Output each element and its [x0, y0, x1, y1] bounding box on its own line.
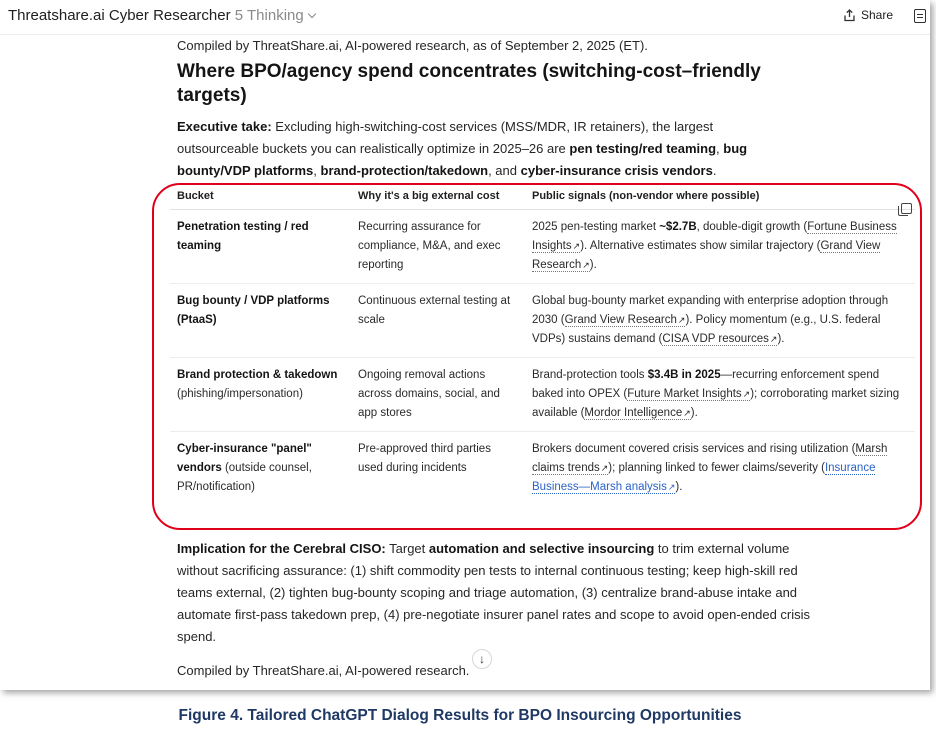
exec-text: ,	[716, 141, 724, 156]
bucket-cell	[170, 358, 351, 432]
source-link[interactable]	[662, 333, 777, 346]
scroll-down-button[interactable]	[472, 649, 492, 669]
column-header: Why it's a big external cost	[351, 186, 525, 210]
column-header: Bucket	[170, 186, 351, 210]
exec-text: ,	[313, 163, 321, 178]
source-link[interactable]	[584, 407, 690, 420]
results-table-container	[170, 186, 918, 516]
signal-text: ); planning linked to fewer claims/severity (	[608, 462, 825, 474]
signals-cell	[525, 432, 915, 506]
implication-bold: automation and selective insourcing	[428, 541, 655, 556]
signal-text: Global bug-bounty market expanding with enterprise adoption through 2030 (	[532, 295, 889, 326]
figure-caption: Figure 4. Tailored ChatGPT Dialog Results for BPO Insourcing Opportunities	[178, 707, 742, 724]
signal-text: ).	[675, 481, 683, 493]
model-selector[interactable]	[8, 7, 315, 24]
external-link-icon: ↗	[572, 241, 581, 251]
source-link-label: Marsh claims trends	[532, 443, 888, 474]
signal-text: ).	[589, 259, 597, 271]
exec-text: Excluding high-switching-cost services (MSS/MDR, IR retainers), the largest outsourceable buckets you can realistically optimize in 2025–26 are	[177, 119, 714, 156]
implication-text: Target	[385, 541, 429, 556]
table-header-row	[170, 186, 915, 210]
copy-icon[interactable]	[901, 203, 912, 214]
external-link-icon: ↗	[677, 315, 686, 325]
bucket-name: Cyber-insurance "panel" vendors	[177, 443, 312, 474]
signal-text: ); corroborating market sizing available (	[532, 388, 900, 419]
compiled-note-bottom: Compiled by ThreatShare.ai, AI-powered research.	[177, 663, 470, 678]
signal-text: Brokers document covered crisis services and rising utilization (	[532, 443, 856, 455]
share-button[interactable]	[843, 8, 893, 22]
external-link-icon: ↗	[600, 463, 609, 473]
table-row	[170, 358, 915, 432]
source-link-label: Insurance Business—Marsh analysis	[532, 462, 876, 493]
signals-cell	[525, 358, 915, 432]
signal-bold: ~$2.7B	[659, 221, 697, 233]
exec-bold: pen testing/red teaming	[569, 141, 717, 156]
exec-bold: brand-protection/takedown	[320, 163, 489, 178]
signal-text: Brand-protection tools	[532, 369, 648, 381]
source-link-label: CISA VDP resources	[662, 333, 769, 345]
external-link-icon: ↗	[582, 260, 590, 270]
exec-text: , and	[488, 163, 521, 178]
implication-label: Implication for the Cerebral CISO:	[177, 541, 386, 556]
bucket-cell	[170, 210, 351, 284]
share-label: Share	[861, 8, 894, 22]
executive-take	[177, 116, 777, 182]
source-link[interactable]	[565, 314, 686, 327]
signal-text: —recurring enforcement spend baked into OPEX (	[532, 369, 880, 400]
app-title: Threatshare.ai Cyber Researcher	[8, 7, 231, 24]
bucket-detail: (phishing/impersonation)	[177, 388, 303, 400]
compiled-note-top: Compiled by ThreatShare.ai, AI-powered research, as of September 2, 2025 (ET).	[177, 38, 648, 53]
external-link-icon: ↗	[683, 408, 691, 418]
why-cell: Recurring assurance for compliance, M&A, and exec reporting	[351, 210, 525, 284]
signal-text: ).	[777, 333, 785, 345]
table-row	[170, 210, 915, 284]
results-table	[170, 186, 915, 505]
external-link-icon: ↗	[742, 389, 751, 399]
implication-paragraph	[177, 538, 817, 648]
signal-bold: $3.4B in 2025	[647, 369, 721, 381]
model-label: 5 Thinking	[234, 7, 304, 24]
signals-cell	[525, 210, 915, 284]
divider	[0, 34, 930, 35]
source-link[interactable]	[627, 388, 750, 401]
external-link-icon: ↗	[769, 334, 778, 344]
note-icon[interactable]	[914, 9, 926, 23]
table-row	[170, 432, 915, 506]
chevron-down-icon	[307, 10, 315, 18]
bucket-detail: (outside counsel, PR/notification)	[177, 462, 312, 493]
why-cell: Pre-approved third parties used during incidents	[358, 443, 491, 474]
column-header: Public signals (non-vendor where possible)	[525, 186, 915, 210]
top-bar	[0, 0, 930, 34]
signal-text: ). Policy momentum (e.g., U.S. federal VDPs) sustains demand (	[532, 314, 881, 345]
bucket-cell	[170, 432, 351, 506]
source-link-label: Grand View Research	[564, 314, 677, 326]
bucket-name: Penetration testing / red teaming	[177, 221, 309, 252]
source-link-label: Fortune Business Insights	[532, 221, 897, 252]
bucket-name: Bug bounty / VDP platforms (PtaaS)	[177, 295, 330, 326]
signal-text: ). Alternative estimates show similar trajectory (	[580, 240, 821, 252]
exec-bold: bug bounty/VDP platforms	[177, 141, 748, 178]
source-link-label: Mordor Intelligence	[584, 407, 683, 419]
exec-bold: cyber-insurance crisis vendors	[520, 163, 713, 178]
signal-text: ).	[690, 407, 698, 419]
external-link-icon: ↗	[667, 482, 676, 492]
section-heading: Where BPO/agency spend concentrates (switching-cost–friendly targets)	[177, 61, 761, 106]
share-icon	[843, 9, 856, 22]
implication-text: to trim external volume without sacrificing assurance: (1) shift commodity pen tests to internal continuous testing; keep high-skill red teams external, (2) tighten bug-bounty scoping and triage automation, (3) centralize brand-abuse intake and automate first-pass takedown prep, (4) pre-negotiate insurer panel rates and scope to avoid open-ended crisis spend.	[177, 541, 811, 644]
bucket-name: Brand protection & takedown	[177, 369, 338, 381]
table-row	[170, 284, 915, 358]
bucket-cell	[170, 284, 351, 358]
why-cell: Continuous external testing at scale	[351, 284, 525, 358]
exec-text: .	[712, 163, 717, 178]
source-link-label: Future Market Insights	[627, 388, 742, 400]
source-link-label: Grand View Research	[532, 240, 881, 271]
signal-text: , double-digit growth (	[696, 221, 808, 233]
why-cell: Ongoing removal actions across domains, social, and app stores	[351, 358, 525, 432]
exec-label: Executive take:	[177, 119, 272, 134]
signal-text: 2025 pen-testing market	[532, 221, 660, 233]
arrow-down-icon: ↓	[479, 652, 485, 666]
signals-cell	[525, 284, 915, 358]
